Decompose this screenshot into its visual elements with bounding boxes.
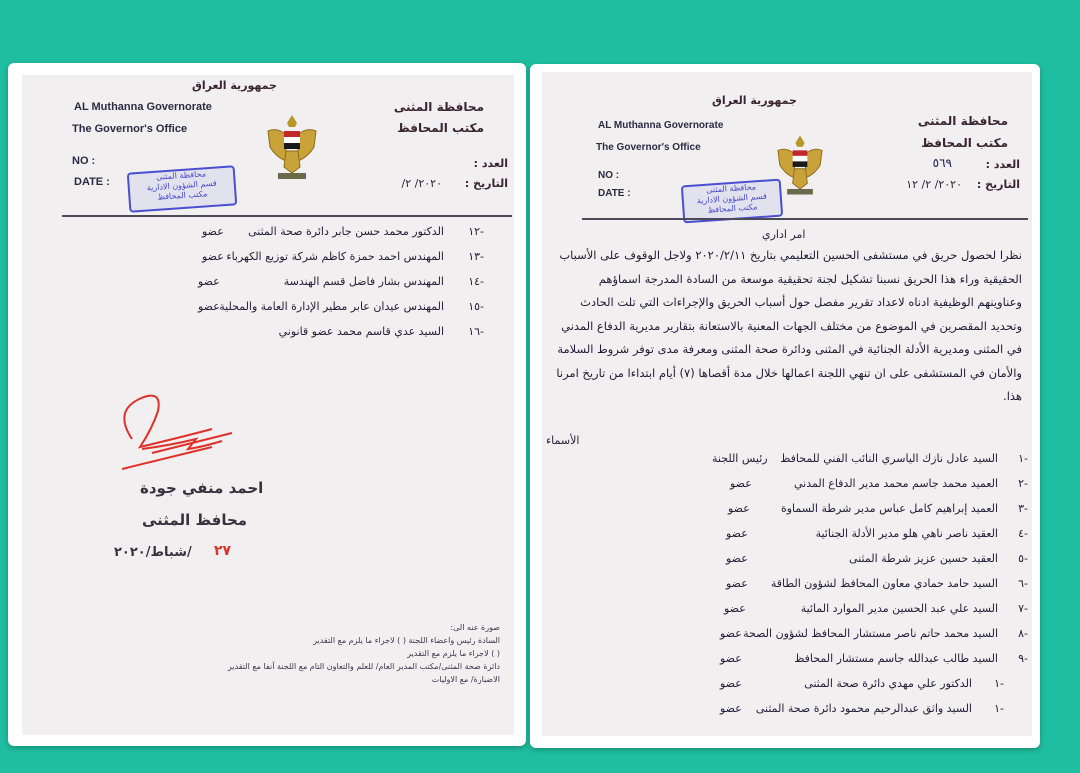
- item-text: العقيد حسين عزيز شرطة المثنى: [849, 552, 998, 565]
- order-title: امر اداري: [762, 228, 806, 241]
- item-number: ٣-: [1018, 502, 1028, 515]
- item-text: السيد عادل نازك الياسري النائب الفني للمحافظ: [780, 452, 998, 465]
- item-number: ١-: [994, 702, 1004, 715]
- administrative-stamp: [681, 179, 783, 224]
- cc-line: السادة رئيس واعضاء اللجنة ( ) لاجراء ما يلزم مع التقدير: [313, 636, 500, 645]
- date-value: ٢٠٢٠/ ٢/ ١٢: [906, 178, 962, 191]
- item-role: عضو: [720, 627, 742, 640]
- list-item: [542, 527, 1032, 552]
- carbon-copy-list: [200, 621, 500, 686]
- list-item: [542, 702, 1032, 727]
- item-role: عضو: [202, 225, 224, 238]
- item-role: عضو: [720, 702, 742, 715]
- order-body: نظرا لحصول حريق في مستشفى الحسين التعليمي بتاريخ ٢٠٢٠/٢/١١ ولاجل الوقوف على الأسباب الحقيقية وراء هذا الحريق نسبنا تشكيل لجنة تحقيقية موسعة من السادة المدرجة اسماؤهم وعناوينهم الوظيفية ادناه لاعداد تقرير مفصل حول أسباب الحريق والإجراءات التي تلت الحادث وتحديد المقصرين في الموضوع من مختلف الجهات المعنية بالاستعانة بتقارير مديرية الدفاع المدني في المثنى ومديرية الأدلة الجنائية في المثنى ودائرة صحة المثنى ومعرفة مدى توفر شروط السلامة والأمان في المستشفى على ان تنهي اللجنة اعمالها خلال مدة أقصاها (٧) أيام ابتداءا من تاريخ امرنا هذا.: [556, 248, 1022, 403]
- list-item: [22, 325, 514, 350]
- stamp-line: محافظة المثنى: [705, 182, 757, 195]
- member-list: [22, 225, 514, 350]
- item-text: المهندس بشار فاضل قسم الهندسة: [283, 275, 444, 288]
- no-label: NO :: [72, 155, 96, 167]
- item-number: ٤-: [1018, 527, 1028, 540]
- stamp-line: محافظة المثنى: [155, 169, 207, 182]
- list-item: [542, 477, 1032, 502]
- item-number: ٩-: [1018, 652, 1028, 665]
- header-divider: [62, 215, 512, 217]
- item-text: العميد محمد جاسم محمد مدير الدفاع المدني: [793, 477, 998, 490]
- item-role: رئيس اللجنة: [712, 452, 768, 465]
- item-role: عضو: [198, 300, 220, 313]
- governorate-english: AL Muthanna Governorate: [598, 120, 724, 131]
- item-number: ١-: [994, 677, 1004, 690]
- item-text: المهندس عيدان عابر مطير الإدارة العامة والمحلية: [219, 300, 444, 313]
- date-label-arabic: التاريخ :: [464, 177, 508, 190]
- item-number: ١٢-: [468, 225, 484, 238]
- item-number: ٦-: [1018, 577, 1028, 590]
- item-role: عضو: [726, 552, 748, 565]
- handwritten-signature: [92, 389, 242, 479]
- item-text: العميد إبراهيم كامل عباس مدير شرطة السماوة: [780, 502, 998, 515]
- governorate-arabic: محافظة المثنى: [393, 100, 484, 114]
- iraq-eagle-emblem-icon: [264, 111, 320, 185]
- governorate-english: AL Muthanna Governorate: [74, 101, 212, 113]
- item-text: الدكتور محمد حسن جابر دائرة صحة المثنى: [248, 225, 444, 238]
- names-label: الأسماء: [546, 434, 580, 447]
- list-item: [542, 502, 1032, 527]
- right-photo-frame: [530, 64, 1040, 748]
- item-role: عضو: [726, 577, 748, 590]
- date-label: DATE :: [74, 176, 110, 188]
- date-label-arabic: التاريخ :: [976, 178, 1020, 191]
- governorate-arabic: محافظة المثنى: [917, 114, 1008, 128]
- stamp-line: قسم الشؤون الادارية: [696, 191, 768, 206]
- republic-header: جمهورية العراق: [192, 79, 277, 92]
- left-photo-frame: [8, 63, 526, 746]
- item-number: ١٤-: [468, 275, 484, 288]
- stamp-line: مكتب المحافظ: [157, 189, 208, 202]
- item-number: ١٣-: [468, 250, 484, 263]
- signer-title: محافظ المثنى: [142, 511, 248, 529]
- number-label-arabic: العدد :: [473, 157, 508, 170]
- item-text: السيد واثق عبدالرحيم محمود دائرة صحة المثنى: [755, 702, 972, 715]
- item-number: ٧-: [1018, 602, 1028, 615]
- item-text: السيد علي عبد الحسين مدير الموارد المائية: [800, 602, 998, 615]
- office-arabic: مكتب المحافظ: [921, 136, 1008, 150]
- item-number: ١٦-: [468, 325, 484, 338]
- right-document-page: [542, 72, 1032, 736]
- signer-name: احمد منفي جودة: [140, 479, 264, 497]
- cc-line: الاضبارة/ مع الاوليات: [431, 675, 500, 684]
- item-role: عضو: [730, 477, 752, 490]
- number-label-arabic: العدد :: [985, 158, 1020, 171]
- office-arabic: مكتب المحافظ: [397, 121, 484, 135]
- number-value: ٥٦٩: [932, 156, 952, 170]
- list-item: [542, 452, 1032, 477]
- item-text: السيد محمد حاتم ناصر مستشار المحافظ لشؤون الصحة: [743, 627, 998, 640]
- cc-line: دائرة صحة المثنى/مكتب المدير العام/ للعلم والتعاون التام مع اللجنة آنفا مع التقدير: [227, 662, 500, 671]
- list-item: [542, 602, 1032, 627]
- cc-line: ( ) لاجراء ما يلزم مع التقدير: [407, 649, 500, 658]
- office-english: The Governor's Office: [72, 123, 188, 135]
- signer-date: /شباط/٢٠٢٠: [114, 545, 192, 560]
- list-item: [542, 677, 1032, 702]
- item-number: ١-: [1018, 452, 1028, 465]
- list-item: [542, 627, 1032, 652]
- list-item: [22, 275, 514, 300]
- list-item: [542, 552, 1032, 577]
- left-document-page: [22, 75, 514, 735]
- item-role: عضو: [726, 527, 748, 540]
- list-item: [22, 250, 514, 275]
- item-role: عضو: [720, 652, 742, 665]
- stamp-line: قسم الشؤون الادارية: [146, 178, 217, 193]
- item-number: ١٥-: [468, 300, 484, 313]
- list-item: [22, 300, 514, 325]
- header-divider: [582, 218, 1028, 220]
- item-text: العقيد ناصر ناهي هلو مدير الأدلة الجنائية: [815, 527, 998, 540]
- item-text: السيد عدي قاسم محمد عضو قانوني: [278, 325, 444, 338]
- item-text: السيد طالب عبدالله جاسم مستشار المحافظ: [794, 652, 998, 665]
- administrative-stamp: [127, 165, 238, 212]
- iraq-eagle-emblem-icon: [774, 132, 826, 200]
- list-item: [542, 577, 1032, 602]
- item-role: عضو: [720, 677, 742, 690]
- no-label: NO :: [598, 170, 620, 181]
- item-number: ٨-: [1018, 627, 1028, 640]
- office-english: The Governor's Office: [596, 142, 701, 153]
- item-text: الدكتور علي مهدي دائرة صحة المثنى: [804, 677, 972, 690]
- signer-day: ٢٧: [214, 543, 232, 559]
- list-item: [542, 652, 1032, 677]
- item-role: عضو: [202, 250, 224, 263]
- item-text: المهندس احمد حمزة كاظم شركة توزيع الكهرباء: [226, 250, 444, 263]
- republic-header: جمهورية العراق: [712, 94, 797, 107]
- date-value: ٢٠٢٠/ ٢/: [401, 177, 442, 190]
- item-role: عضو: [198, 275, 220, 288]
- item-number: ٥-: [1018, 552, 1028, 565]
- item-role: عضو: [728, 502, 750, 515]
- list-item: [22, 225, 514, 250]
- item-role: عضو: [724, 602, 746, 615]
- stamp-line: مكتب المحافظ: [707, 202, 758, 215]
- cc-line: صورة عنه الى:: [450, 623, 500, 632]
- item-text: السيد حامد حمادي معاون المحافظ لشؤون الطاقة: [770, 577, 998, 590]
- committee-member-list: [542, 452, 1032, 727]
- date-label: DATE :: [598, 188, 631, 199]
- item-number: ٢-: [1018, 477, 1028, 490]
